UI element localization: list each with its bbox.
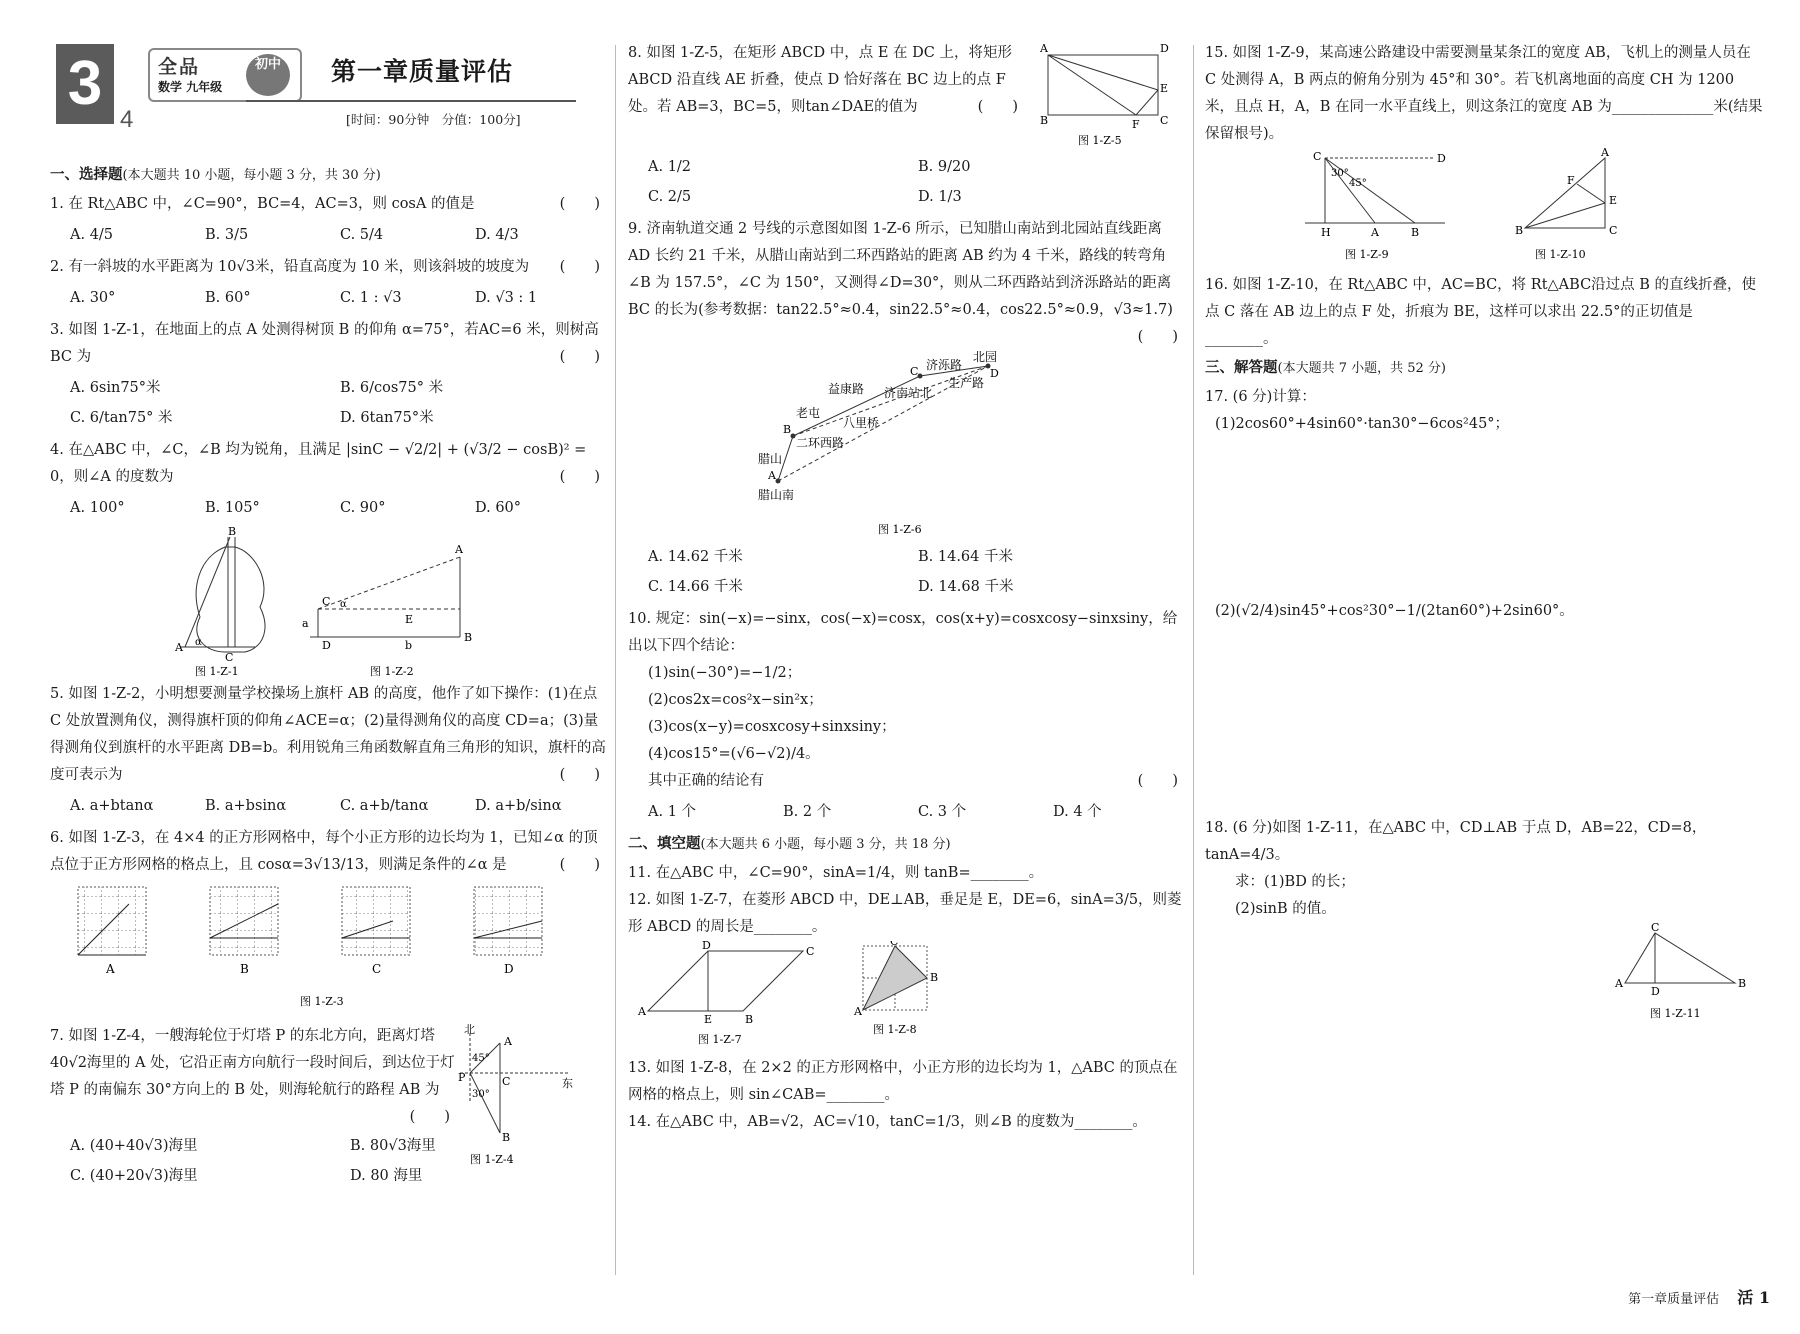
figure-11-triangle [1205, 923, 1765, 1033]
figure-5-caption: 图 1-Z-5 [1078, 134, 1122, 147]
section-1-heading: 一、选择题(本大题共 10 小题，每小题 3 分，共 30 分) [50, 166, 381, 183]
svg-text:D: D [504, 962, 514, 976]
column-3 [1205, 40, 1765, 1037]
section-2-heading: 二、填空题(本大题共 6 小题，每小题 3 分，共 18 分) [628, 835, 951, 852]
svg-text:二环西路: 二环西路 [796, 436, 845, 450]
figure-1-tree [174, 527, 265, 677]
svg-text:北: 北 [464, 1023, 475, 1036]
column-divider [1193, 45, 1194, 1275]
question-14: 14. 在△ABC 中，AB=√2，AC=√10，tanC=1/3，则∠B 的度数为________。 [628, 1114, 1147, 1130]
svg-text:老屯: 老屯 [796, 406, 821, 420]
question-5-options: A. a+btanα B. a+bsinα C. a+b/tanα D. a+b/sinα [70, 798, 562, 814]
question-17: 17. (6 分)计算： [1205, 389, 1316, 405]
svg-text:益康路: 益康路 [828, 382, 865, 396]
question-4: 4. 在△ABC 中，∠C，∠B 均为锐角，且满足 |sinC − √2/2| + (√3/2 − cosB)² = 0，则∠A 的度数为 ( ) [50, 442, 600, 485]
svg-text:α: α [195, 637, 202, 648]
footer-title: 第一章质量评估 [1628, 1292, 1720, 1307]
svg-text:E: E [704, 1013, 713, 1026]
question-12: 12. 如图 1-Z-7，在菱形 ABCD 中，DE⊥AB，垂足是 E，DE=6，sinA=3/5，则菱形 ABCD 的周长是________。 [628, 892, 1182, 935]
figure-9-caption: 图 1-Z-9 [1345, 248, 1389, 261]
question-3: 3. 如图 1-Z-1，在地面上的点 A 处测得树顶 B 的仰角 α=75°，若AC=6 米，则树高 BC 为 ( ) [50, 322, 600, 365]
svg-text:北园: 北园 [973, 351, 998, 364]
svg-text:D: D [990, 367, 999, 380]
svg-text:腊山: 腊山 [758, 452, 783, 466]
figure-4-compass [450, 1023, 590, 1173]
brand-name: 全品 [158, 56, 201, 78]
brand-grade: 数学 九年级 [158, 80, 223, 94]
svg-text:E: E [1609, 194, 1618, 207]
svg-text:C: C [1609, 224, 1618, 237]
question-10: 10. 规定：sin(−x)=−sinx，cos(−x)=cosx，cos(x+y)=cosxcosy−sinxsiny，给出以下四个结论： [628, 611, 1178, 654]
svg-text:45°: 45° [1349, 178, 1367, 189]
svg-text:C: C [910, 365, 919, 378]
svg-text:A: A [638, 1005, 646, 1018]
svg-text:30°: 30° [1331, 168, 1349, 179]
figure-7-rhombus [637, 941, 814, 1046]
svg-text:45°: 45° [472, 1053, 490, 1064]
svg-text:C: C [806, 945, 815, 958]
svg-text:B: B [930, 971, 939, 984]
figure-10-triangle [1515, 148, 1617, 261]
svg-text:D: D [1437, 152, 1446, 165]
svg-text:C: C [1160, 114, 1169, 127]
question-10-item-1: (1)sin(−30°)=−1/2； [648, 665, 802, 681]
question-13: 13. 如图 1-Z-8，在 2×2 的正方形网格中，小正方形的边长均为 1，△ABC 的顶点在网格的格点上，则 sin∠CAB=________。 [628, 1060, 1178, 1103]
unit-sub: 4 [120, 106, 134, 133]
svg-text:济泺路: 济泺路 [926, 358, 963, 372]
svg-text:H: H [1321, 226, 1331, 239]
question-9-options: A. 14.62 千米 B. 14.64 千米 C. 14.66 千米 D. 14.68 千米 [648, 549, 1014, 595]
question-7: 7. 如图 1-Z-4，一艘海轮位于灯塔 P 的东北方向，距离灯塔 40√2海里的 A 处，它沿正南方向航行一段时间后，到达位于灯塔 P 的南偏东 30°方向上的 B 处，则海轮航行的路程 AB 为 ( ) [50, 1028, 455, 1125]
figure-10-caption: 图 1-Z-10 [1535, 248, 1586, 261]
svg-text:A: A [106, 962, 115, 976]
svg-text:A: A [175, 641, 183, 654]
svg-text:E: E [1160, 82, 1169, 95]
svg-text:a: a [302, 617, 309, 630]
figure-2-flagpole [302, 543, 472, 677]
svg-text:B: B [745, 1013, 754, 1026]
figures-9-10 [1205, 148, 1765, 268]
svg-text:D: D [1651, 985, 1660, 998]
figure-9-plane [1305, 150, 1446, 261]
question-7-options: A. (40+40√3)海里 B. 80√3海里 C. (40+20√3)海里 D. 80 海里 [70, 1138, 436, 1184]
figure-3-grids [50, 879, 610, 1019]
figure-6-caption: 图 1-Z-6 [878, 523, 922, 536]
svg-text:A: A [455, 543, 463, 556]
svg-text:济南站北: 济南站北 [884, 386, 933, 400]
svg-text:B: B [1515, 224, 1524, 237]
question-7-block [50, 1023, 610, 1195]
page-header [56, 44, 606, 144]
question-18-ask-1: 求：(1)BD 的长； [1235, 874, 1355, 890]
svg-text:C: C [1651, 923, 1660, 934]
question-10-tail: 其中正确的结论有 ( ) [648, 773, 1178, 789]
grid-option-c [342, 887, 410, 976]
svg-text:C: C [890, 941, 899, 948]
svg-text:30°: 30° [472, 1089, 490, 1100]
fig1-label-b: B [228, 527, 237, 538]
figure-7-caption: 图 1-Z-7 [698, 1033, 742, 1046]
question-1-options: A. 4/5 B. 3/5 C. 5/4 D. 4/3 [70, 227, 519, 243]
brand-box [148, 48, 302, 102]
question-11: 11. 在△ABC 中，∠C=90°，sinA=1/4，则 tanB=________。 [628, 865, 1044, 881]
question-10-item-3: (3)cos(x−y)=cosxcosy+sinxsiny； [648, 719, 896, 735]
svg-text:D: D [1160, 42, 1169, 55]
figure-11-caption: 图 1-Z-11 [1650, 1007, 1701, 1020]
svg-text:B: B [502, 1131, 511, 1144]
svg-text:A: A [1040, 42, 1048, 55]
question-9: 9. 济南轨道交通 2 号线的示意图如图 1-Z-6 所示，已知腊山南站到北园站直线距离 AD 长约 21 千米，从腊山南站到二环西路站的距离 AB 约为 4 千米，路线的转弯角∠B 为 157.5°，∠C 为 150°，又测得∠D=30°，则从二环西路站到济泺路站的距离 BC 的长为(参考数据：tan22.5°≈0.4，sin22.5°≈0.4，cos22.5°≈0.9，√3≈1.7) ( ) [628, 221, 1178, 345]
grid-option-d [474, 887, 542, 976]
svg-text:B: B [1040, 114, 1049, 127]
svg-text:B: B [1411, 226, 1420, 239]
svg-text:B: B [240, 962, 249, 976]
answer-space-17-1 [1205, 438, 1765, 598]
svg-text:东: 东 [562, 1077, 573, 1090]
figure-8-grid-triangle [853, 941, 938, 1036]
question-1: 1. 在 Rt△ABC 中，∠C=90°，BC=4，AC=3，则 cosA 的值是 ( ) [50, 196, 600, 212]
svg-text:F: F [1567, 174, 1575, 187]
svg-text:B: B [464, 631, 473, 644]
question-16: 16. 如图 1-Z-10，在 Rt△ABC 中，AC=BC，将 Rt△ABC沿过点 B 的直线折叠，使点 C 落在 AB 边上的点 F 处，折痕为 BE，这样可以求出 22.5°的正切值是________。 [1205, 277, 1757, 347]
question-18: 18. (6 分)如图 1-Z-11，在△ABC 中，CD⊥AB 于点 D，AB=22，CD=8，tanA=4/3。 [1205, 820, 1707, 863]
svg-text:B: B [1738, 977, 1747, 990]
grid-option-b [210, 887, 278, 976]
column-2 [628, 40, 1188, 1136]
page-title: 第一章质量评估 [331, 57, 514, 86]
figure-2-caption: 图 1-Z-2 [370, 665, 414, 677]
question-2: 2. 有一斜坡的水平距离为 10√3米，铅直高度为 10 米，则该斜坡的坡度为 ( ) [50, 259, 600, 275]
svg-text:D: D [702, 941, 711, 952]
question-8-options: A. 1/2 B. 9/20 C. 2/5 D. 1/3 [648, 159, 971, 205]
question-3-options: A. 6sin75°米 B. 6/cos75° 米 C. 6/tan75° 米 D. 6tan75°米 [70, 380, 444, 426]
question-15: 15. 如图 1-Z-9，某高速公路建设中需要测量某条江的宽度 AB，飞机上的测量人员在 C 处测得 A，B 两点的俯角分别为 45°和 30°。若飞机离地面的高度 CH 为 1200 米，且点 H，A，B 在同一水平直线上，则这条江的宽度 AB 为______________米(结果保留根号)。 [1205, 45, 1763, 142]
svg-text:C: C [225, 651, 234, 664]
question-8-block [628, 40, 1188, 150]
question-6: 6. 如图 1-Z-3，在 4×4 的正方形网格中，每个小正方形的边长均为 1，已知∠α 的顶点位于正方形网格的格点上，且 cosα=3√13/13，则满足条件的∠α 是 ( ) [50, 830, 600, 873]
svg-text:A: A [504, 1035, 512, 1048]
question-2-options: A. 30° B. 60° C. 1 : √3 D. √3 : 1 [70, 290, 538, 306]
svg-text:腊山南: 腊山南 [758, 488, 795, 502]
question-10-item-4: (4)cos15°=(√6−√2)/4。 [648, 746, 820, 762]
svg-text:C: C [372, 962, 382, 976]
figure-4-caption: 图 1-Z-4 [470, 1153, 514, 1166]
section-3-heading: 三、解答题(本大题共 7 小题，共 52 分) [1205, 359, 1446, 376]
svg-text:C: C [322, 595, 331, 608]
svg-text:C: C [502, 1075, 511, 1088]
svg-text:E: E [405, 613, 414, 626]
svg-text:A: A [768, 469, 776, 482]
exam-meta: [时间：90分钟 分值：100分] [346, 112, 521, 127]
column-1 [50, 160, 610, 1195]
svg-text:A: A [1371, 226, 1379, 239]
question-10-options: A. 1 个 B. 2 个 C. 3 个 D. 4 个 [648, 804, 1102, 820]
figure-1-caption: 图 1-Z-1 [195, 665, 239, 677]
question-4-options: A. 100° B. 105° C. 90° D. 60° [70, 500, 522, 516]
figures-1-2 [50, 527, 610, 677]
svg-text:A: A [1601, 148, 1609, 159]
question-18-ask-2: (2)sinB 的值。 [1235, 901, 1336, 917]
figure-5-rectangle [1028, 40, 1178, 150]
svg-text:α: α [340, 599, 347, 610]
unit-number: 3 [56, 44, 114, 124]
svg-text:F: F [1132, 118, 1140, 131]
svg-text:C: C [1313, 150, 1322, 163]
answer-space-17-2 [1205, 625, 1765, 815]
figure-6-metro-map [628, 351, 1188, 536]
question-5: 5. 如图 1-Z-2，小明想要测量学校操场上旗杆 AB 的高度，他作了如下操作：(1)在点 C 处放置测角仪，测得旗杆顶的仰角∠ACE=α；(2)量得测角仪的高度 CD=a；(3)量得测角仪到旗杆的水平距离 DB=b。利用锐角三角函数解直角三角形的知识，旗杆的高度可表示为 ( ) [50, 686, 606, 783]
figure-3-caption: 图 1-Z-3 [300, 995, 344, 1008]
svg-text:b: b [405, 639, 413, 652]
question-8: 8. 如图 1-Z-5，在矩形 ABCD 中，点 E 在 DC 上，将矩形 ABCD 沿直线 AE 折叠，使点 D 恰好落在 BC 边上的点 F 处。若 AB=3，BC=5，则tan∠DAE的值为 ( ) [628, 45, 1018, 115]
title-rule [246, 100, 576, 102]
question-17-part-2: (2)(√2/4)sin45°+cos²30°−1/(2tan60°)+2sin60°。 [1215, 603, 1574, 619]
figures-7-8 [628, 941, 1188, 1051]
figure-8-caption: 图 1-Z-8 [873, 1023, 917, 1036]
question-17-part-1: (1)2cos60°+4sin60°·tan30°−6cos²45°； [1215, 416, 1510, 432]
svg-text:生产路: 生产路 [948, 376, 985, 390]
column-divider [615, 45, 616, 1275]
svg-text:A: A [854, 1005, 862, 1018]
grid-option-a [78, 887, 146, 976]
page-footer [1628, 1285, 1770, 1308]
question-10-item-2: (2)cos2x=cos²x−sin²x； [648, 692, 823, 708]
svg-text:P: P [458, 1071, 466, 1084]
brand-tag: 初中 [246, 54, 290, 96]
footer-page: 活 1 [1737, 1288, 1770, 1307]
svg-text:B: B [783, 423, 792, 436]
svg-text:D: D [322, 639, 331, 652]
svg-text:A: A [1615, 977, 1623, 990]
svg-text:八里桥: 八里桥 [843, 416, 880, 430]
